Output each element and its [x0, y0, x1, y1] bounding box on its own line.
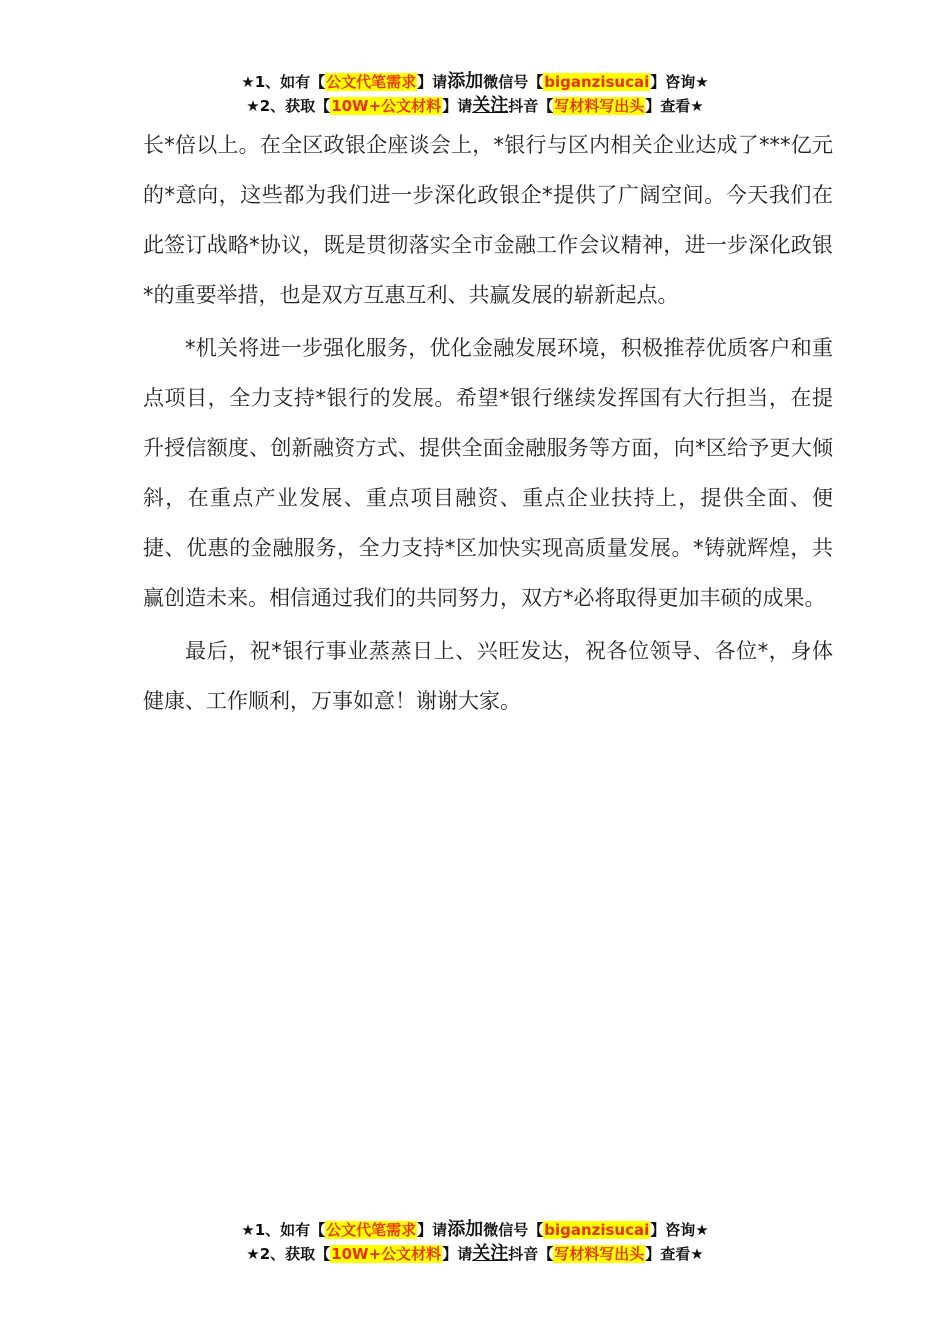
douyin-account: 写材料写出头 [554, 1245, 645, 1263]
banner-line-2 [0, 94, 950, 118]
footer-banner [0, 1218, 950, 1266]
wechat-id: biganzisucai [544, 1221, 650, 1239]
banner-text: ★1、如有【 [241, 73, 326, 91]
banner-text: 微信号【 [483, 73, 544, 91]
paragraph-1: 长*倍以上。在全区政银企座谈会上，*银行与区内相关企业达成了***亿元的*意向，这些都为我们进一步深化政银企*提供了广阔空间。今天我们在此签订战略*协议，既是贯彻落实全市金融工作会议精神，进一步深化政银*的重要举措，也是双方互惠互利、共赢发展的崭新起点。 [143, 133, 833, 307]
paragraph-3: 最后，祝*银行事业蒸蒸日上、兴旺发达，祝各位领导、各位*，身体健康、工作顺利，万事如意！谢谢大家。 [143, 639, 833, 713]
emphasis-follow: 关注 [472, 95, 509, 116]
banner-text: 】请 [417, 1221, 448, 1239]
banner-text: 抖音【 [508, 97, 554, 115]
emphasis-add: 添加 [447, 71, 484, 92]
header-banner [0, 70, 950, 118]
highlight-service: 公文代笔需求 [326, 1221, 417, 1239]
banner-line-1 [0, 70, 950, 94]
banner-text: ★1、如有【 [241, 1221, 326, 1239]
douyin-account: 写材料写出头 [554, 97, 645, 115]
banner-line-2 [0, 1242, 950, 1266]
highlight-service: 公文代笔需求 [326, 73, 417, 91]
banner-text: 】查看★ [645, 1245, 704, 1263]
banner-text: 微信号【 [483, 1221, 544, 1239]
banner-text: 】请 [442, 97, 473, 115]
banner-text: 】查看★ [645, 97, 704, 115]
banner-text: 】咨询★ [650, 1221, 709, 1239]
banner-text: 】请 [442, 1245, 473, 1263]
emphasis-follow: 关注 [472, 1243, 509, 1264]
banner-text: ★2、获取【 [246, 97, 331, 115]
document-body [143, 120, 833, 726]
wechat-id: biganzisucai [544, 73, 650, 91]
banner-text: ★2、获取【 [246, 1245, 331, 1263]
emphasis-add: 添加 [447, 1219, 484, 1240]
banner-text: 】请 [417, 73, 448, 91]
highlight-materials: 10W+公文材料 [331, 97, 442, 115]
banner-text: 】咨询★ [650, 73, 709, 91]
banner-line-1 [0, 1218, 950, 1242]
highlight-materials: 10W+公文材料 [331, 1245, 442, 1263]
paragraph-2: *机关将进一步强化服务，优化金融发展环境，积极推荐优质客户和重点项目，全力支持*银行的发展。希望*银行继续发挥国有大行担当，在提升授信额度、创新融资方式、提供全面金融服务等方面，向*区给予更大倾斜，在重点产业发展、重点项目融资、重点企业扶持上，提供全面、便捷、优惠的金融服务，全力支持*区加快实现高质量发展。*铸就辉煌，共赢创造未来。相信通过我们的共同努力，双方*必将取得更加丰硕的成果。 [143, 336, 833, 610]
banner-text: 抖音【 [508, 1245, 554, 1263]
